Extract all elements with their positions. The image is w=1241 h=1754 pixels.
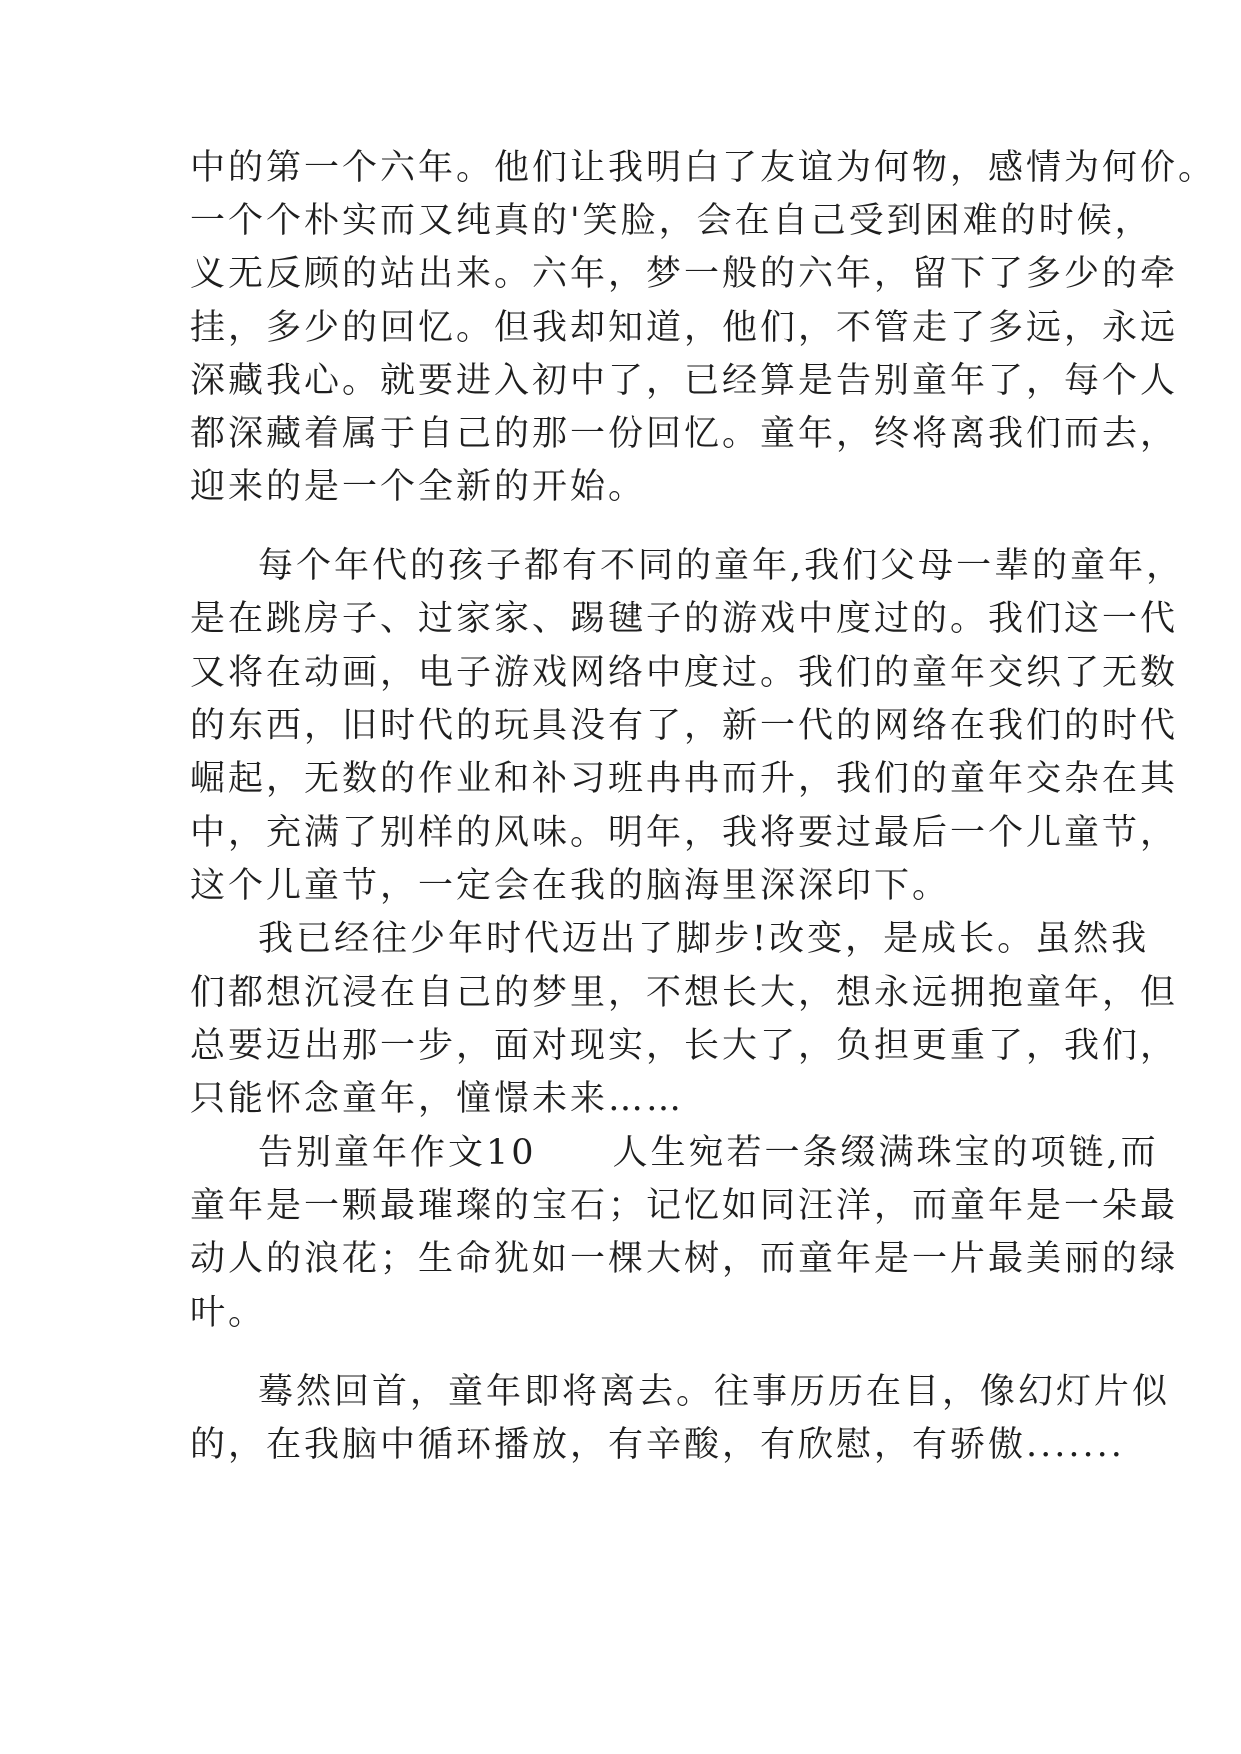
text-line: 是在跳房子、过家家、踢毽子的游戏中度过的。我们这一代 (190, 599, 1179, 639)
text-line: 挂，多少的回忆。但我却知道，他们，不管走了多远，永远 (190, 308, 1179, 348)
text-line: 这个儿童节，一定会在我的脑海里深深印下。 (190, 866, 951, 906)
text-line: 又将在动画，电子游戏网络中度过。我们的童年交织了无数 (190, 653, 1179, 693)
text-line: 的东西，旧时代的玩具没有了，新一代的网络在我们的时代 (190, 706, 1179, 746)
text-line: 们都想沉浸在自己的梦里，不想长大，想永远拥抱童年，但 (190, 973, 1179, 1013)
text-line: 迎来的是一个全新的开始。 (190, 467, 647, 507)
text-line: 告别童年作文10 人生宛若一条缀满珠宝的项链,而 (258, 1133, 1159, 1173)
text-line: 崛起，无数的作业和补习班冉冉而升，我们的童年交杂在其 (190, 759, 1179, 799)
text-line: 深藏我心。就要进入初中了，已经算是告别童年了，每个人 (190, 361, 1179, 401)
text-line: 义无反顾的站出来。六年，梦一般的六年，留下了多少的牵 (190, 254, 1179, 294)
text-line: 中，充满了别样的风味。明年，我将要过最后一个儿童节， (190, 813, 1179, 853)
text-line: 中的第一个六年。他们让我明白了友谊为何物，感情为何价。 (190, 148, 1217, 188)
text-line: 一个个朴实而又纯真的'笑脸，会在自己受到困难的时候， (190, 201, 1153, 241)
text-line: 蓦然回首，童年即将离去。往事历历在目，像幻灯片似 (258, 1372, 1171, 1412)
text-line: 每个年代的孩子都有不同的童年,我们父母一辈的童年， (258, 546, 1185, 586)
text-line: 都深藏着属于自己的那一份回忆。童年，终将离我们而去， (190, 414, 1179, 454)
text-line: 我已经往少年时代迈出了脚步!改变，是成长。虽然我 (258, 919, 1150, 959)
text-line: 童年是一颗最璀璨的宝石；记忆如同汪洋，而童年是一朵最 (190, 1186, 1179, 1226)
text-line: 只能怀念童年，憧憬未来…… (190, 1079, 685, 1119)
text-line: 总要迈出那一步，面对现实，长大了，负担更重了，我们， (190, 1026, 1179, 1066)
text-line: 动人的浪花；生命犹如一棵大树，而童年是一片最美丽的绿 (190, 1239, 1179, 1279)
text-line: 叶。 (190, 1293, 267, 1333)
text-line: 的，在我脑中循环播放，有辛酸，有欣慰，有骄傲....... (190, 1425, 1125, 1465)
